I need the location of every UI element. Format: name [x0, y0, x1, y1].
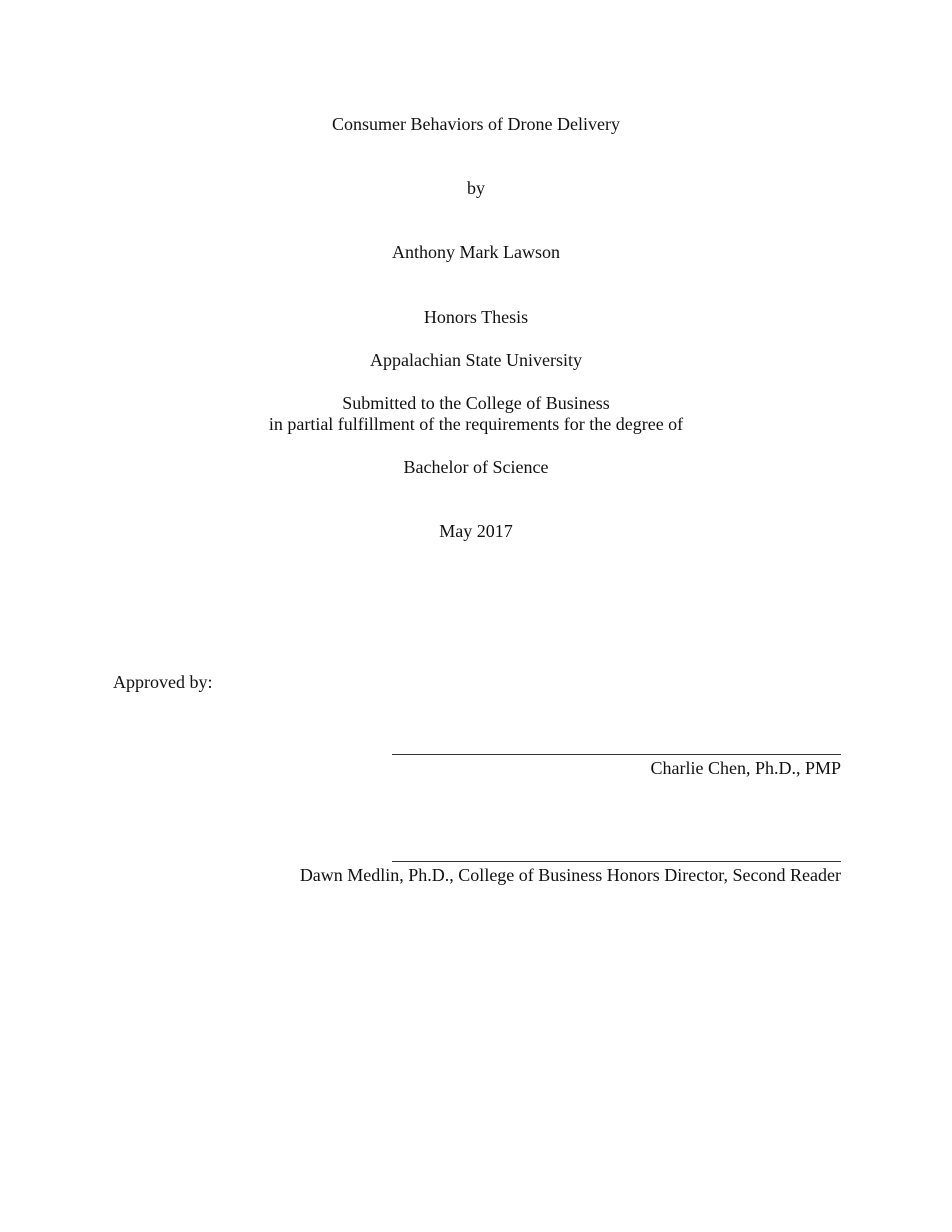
submission-statement-line-2: in partial fulfillment of the requirements for the degree of	[268, 414, 684, 434]
thesis-type: Honors Thesis	[423, 307, 529, 327]
approved-by-label: Approved by:	[113, 672, 213, 692]
university-name: Appalachian State University	[370, 350, 582, 370]
submission-date: May 2017	[439, 521, 513, 541]
thesis-title: Consumer Behaviors of Drone Delivery	[332, 114, 620, 134]
signatory-name-2: Dawn Medlin, Ph.D., College of Business Honors Director, Second Reader	[299, 865, 841, 885]
degree-name: Bachelor of Science	[403, 457, 549, 477]
signature-line-1	[392, 754, 841, 755]
submission-statement-line-1: Submitted to the College of Business	[342, 393, 610, 413]
by-line: by	[467, 178, 485, 198]
author-name: Anthony Mark Lawson	[392, 242, 560, 262]
signature-line-2	[392, 861, 841, 862]
signatory-name-1: Charlie Chen, Ph.D., PMP	[650, 758, 841, 778]
